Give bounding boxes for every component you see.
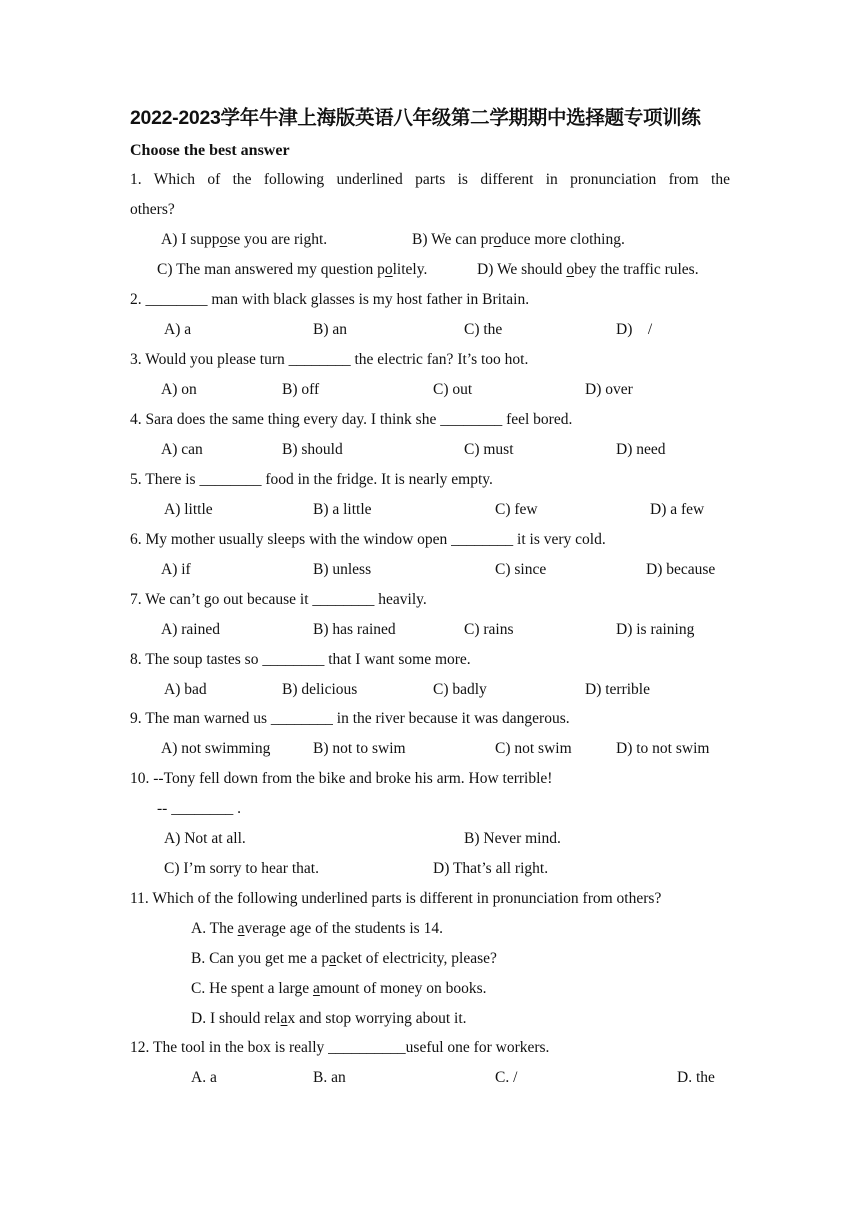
section-instruction: Choose the best answer <box>130 142 290 159</box>
question-7-options <box>0 615 860 645</box>
question-8-option-b: B) delicious <box>282 681 358 698</box>
question-2-stem: 2. ________ man with black glasses is my host father in Britain. <box>130 291 530 308</box>
question-5-option-b: B) a little <box>313 501 372 518</box>
question-3-options <box>0 375 860 405</box>
question-2-option-a: A) a <box>164 321 192 338</box>
question-7-option-d: D) is raining <box>616 621 695 638</box>
question-10-option-b: B) Never mind. <box>464 830 561 847</box>
question-7-option-c: C) rains <box>464 621 514 638</box>
question-6-option-d: D) because <box>646 561 716 578</box>
question-8-options <box>0 675 860 705</box>
question-3-option-a: A) on <box>161 381 197 398</box>
question-10-options-row2 <box>0 854 860 884</box>
question-12-option-a: A. a <box>191 1069 217 1086</box>
question-4-option-c: C) must <box>464 441 514 458</box>
question-6-option-b: B) unless <box>313 561 372 578</box>
question-4-option-a: A) can <box>161 441 203 458</box>
question-1-option-d: D) We should obey the traffic rules. <box>477 261 699 278</box>
question-3-option-c: C) out <box>433 381 473 398</box>
question-4-option-b: B) should <box>282 441 343 458</box>
question-4-options <box>0 435 860 465</box>
question-3-stem: 3. Would you please turn ________ the electric fan? It’s too hot. <box>130 351 529 368</box>
question-6-stem: 6. My mother usually sleeps with the window open ________ it is very cold. <box>130 531 606 548</box>
question-9-stem: 9. The man warned us ________ in the river because it was dangerous. <box>130 710 570 727</box>
question-11-option-c: C. He spent a large amount of money on books. <box>191 980 487 997</box>
question-10-options-row1 <box>0 824 860 854</box>
question-6-options <box>0 555 860 585</box>
question-7-option-a: A) rained <box>161 621 220 638</box>
question-11-stem: 11. Which of the following underlined parts is different in pronunciation from others? <box>130 890 662 907</box>
question-10-reply: -- ________ . <box>157 800 241 817</box>
question-5-option-d: D) a few <box>650 501 705 518</box>
question-12-stem: 12. The tool in the box is really __________useful one for workers. <box>130 1039 550 1056</box>
question-11-option-b: B. Can you get me a packet of electricity, please? <box>191 950 497 967</box>
question-9-option-c: C) not swim <box>495 740 572 757</box>
question-1-stem-cont: others? <box>130 201 175 218</box>
question-10-option-a: A) Not at all. <box>164 830 246 847</box>
question-8-option-d: D) terrible <box>585 681 650 698</box>
question-5-options <box>0 495 860 525</box>
question-12-option-c: C. / <box>495 1069 518 1086</box>
question-5-option-c: C) few <box>495 501 538 518</box>
question-4-option-d: D) need <box>616 441 666 458</box>
question-5-option-a: A) little <box>164 501 213 518</box>
question-6-option-a: A) if <box>161 561 191 578</box>
question-1-option-b: B) We can produce more clothing. <box>412 231 625 248</box>
question-1-options-row2 <box>0 255 860 285</box>
question-8-stem: 8. The soup tastes so ________ that I want some more. <box>130 651 471 668</box>
question-7-stem: 7. We can’t go out because it ________ heavily. <box>130 591 427 608</box>
question-1-options-row1 <box>0 225 860 255</box>
question-10-option-d: D) That’s all right. <box>433 860 549 877</box>
question-1-option-c: C) The man answered my question politely. <box>157 261 428 278</box>
question-2-options <box>0 315 860 345</box>
question-9-option-a: A) not swimming <box>161 740 271 757</box>
question-12-option-d: D. the <box>677 1069 715 1086</box>
question-1-stem: 1. Which of the following underlined parts is different in pronunciation from the <box>130 171 730 188</box>
question-3-option-b: B) off <box>282 381 320 398</box>
question-1-option-a: A) I suppose you are right. <box>161 231 328 248</box>
page-title: 2022-2023学年牛津上海版英语八年级第二学期期中选择题专项训练 <box>130 107 701 129</box>
question-10-option-c: C) I’m sorry to hear that. <box>164 860 319 877</box>
question-7-option-b: B) has rained <box>313 621 396 638</box>
question-11-option-a: A. The average age of the students is 14. <box>191 920 443 937</box>
question-2-option-d: D) / <box>616 321 653 338</box>
question-3-option-d: D) over <box>585 381 633 398</box>
question-9-options <box>0 734 860 764</box>
question-12-option-b: B. an <box>313 1069 346 1086</box>
question-6-option-c: C) since <box>495 561 547 578</box>
question-2-option-b: B) an <box>313 321 348 338</box>
question-8-option-a: A) bad <box>164 681 207 698</box>
question-4-stem: 4. Sara does the same thing every day. I think she ________ feel bored. <box>130 411 573 428</box>
question-2-option-c: C) the <box>464 321 503 338</box>
question-9-option-b: B) not to swim <box>313 740 406 757</box>
question-12-options <box>0 1063 860 1093</box>
question-8-option-c: C) badly <box>433 681 487 698</box>
question-9-option-d: D) to not swim <box>616 740 710 757</box>
question-5-stem: 5. There is ________ food in the fridge. It is nearly empty. <box>130 471 493 488</box>
question-11-option-d: D. I should relax and stop worrying about it. <box>191 1010 467 1027</box>
question-10-stem: 10. --Tony fell down from the bike and broke his arm. How terrible! <box>130 770 553 787</box>
